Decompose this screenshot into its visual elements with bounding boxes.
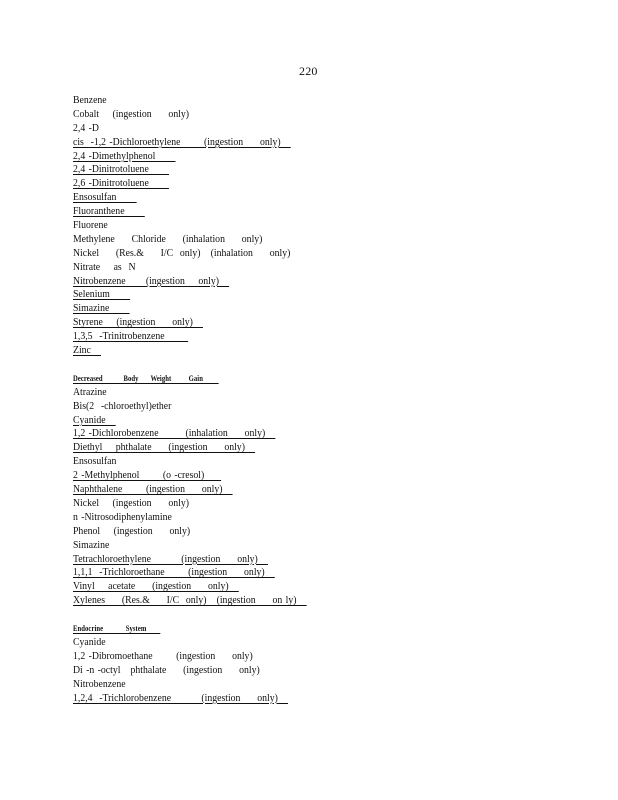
list-item: Ensosulfan	[73, 192, 137, 204]
list-item: Nitrate as N	[73, 261, 136, 273]
section-heading: Endocrine System	[73, 623, 161, 634]
list-item: Cobalt (ingestion only)	[73, 108, 190, 120]
section-unlabeled	[73, 94, 593, 358]
list-item: 1,1,1 -Trichloroethane (ingestion only)	[73, 567, 275, 579]
item-list	[73, 636, 593, 705]
list-item: Cyanide	[73, 414, 116, 426]
list-item: Nickel (Res.& I/C only) (inhalation only)	[73, 247, 291, 259]
section-gap	[73, 358, 593, 372]
list-item: 2,6 -Dinitrotoluene	[73, 178, 170, 190]
section-decreased-body-weight-gain	[73, 372, 593, 608]
list-item: Fluorene	[73, 220, 108, 232]
list-item: Xylenes (Res.& I/C only) (ingestion on ly)	[73, 595, 307, 607]
list-item: Nitrobenzene (ingestion only)	[73, 275, 230, 287]
list-item: Methylene Chloride (inhalation only)	[73, 233, 263, 245]
list-item: Ensosulfan	[73, 456, 117, 468]
list-item: 2 -Methylphenol (o -cresol)	[73, 470, 222, 482]
list-item: Vinyl acetate (ingestion only)	[73, 581, 239, 593]
section-heading: Decreased Body Weight Gain	[73, 372, 219, 383]
list-item: Zinc	[73, 345, 102, 357]
list-item: 1,2,4 -Trichlorobenzene (ingestion only)	[73, 692, 289, 704]
list-item: Tetrachloroethylene (ingestion only)	[73, 553, 268, 565]
section-endocrine-system	[73, 622, 593, 705]
list-item: cis -1,2 -Dichloroethylene (ingestion only)	[73, 136, 291, 148]
list-item: 2,4 -D	[73, 122, 99, 134]
list-item: n -Nitrosodiphenylamine	[73, 511, 172, 523]
list-item: 1,2 -Dichlorobenzene (inhalation only)	[73, 428, 276, 440]
list-item: Atrazine	[73, 386, 107, 398]
list-item: Nitrobenzene	[73, 678, 126, 690]
document-body	[73, 94, 593, 705]
list-item: Simazine	[73, 303, 130, 315]
list-item: Cyanide	[73, 636, 106, 648]
list-item: Diethyl phthalate (ingestion only)	[73, 442, 256, 454]
item-list	[73, 94, 593, 358]
item-list	[73, 386, 593, 608]
list-item: Di -n -octyl phthalate (ingestion only)	[73, 664, 260, 676]
list-item: 1,2 -Dibromoethane (ingestion only)	[73, 650, 253, 662]
list-item: Phenol (ingestion only)	[73, 525, 191, 537]
list-item: Simazine	[73, 539, 110, 551]
list-item: Naphthalene (ingestion only)	[73, 484, 233, 496]
list-item: 2,4 -Dimethylphenol	[73, 150, 176, 162]
list-item: Styrene (ingestion only)	[73, 317, 203, 329]
section-gap	[73, 608, 593, 622]
list-item: Bis(2 -chloroethyl)ether	[73, 400, 172, 412]
list-item: Benzene	[73, 95, 107, 106]
list-item: 1,3,5 -Trinitrobenzene	[73, 331, 189, 343]
list-item: Fluoranthene	[73, 206, 145, 218]
list-item: Selenium	[73, 289, 131, 301]
list-item: Nickel (ingestion only)	[73, 497, 190, 509]
page-number: 220	[299, 64, 318, 78]
list-item: 2,4 -Dinitrotoluene	[73, 164, 170, 176]
